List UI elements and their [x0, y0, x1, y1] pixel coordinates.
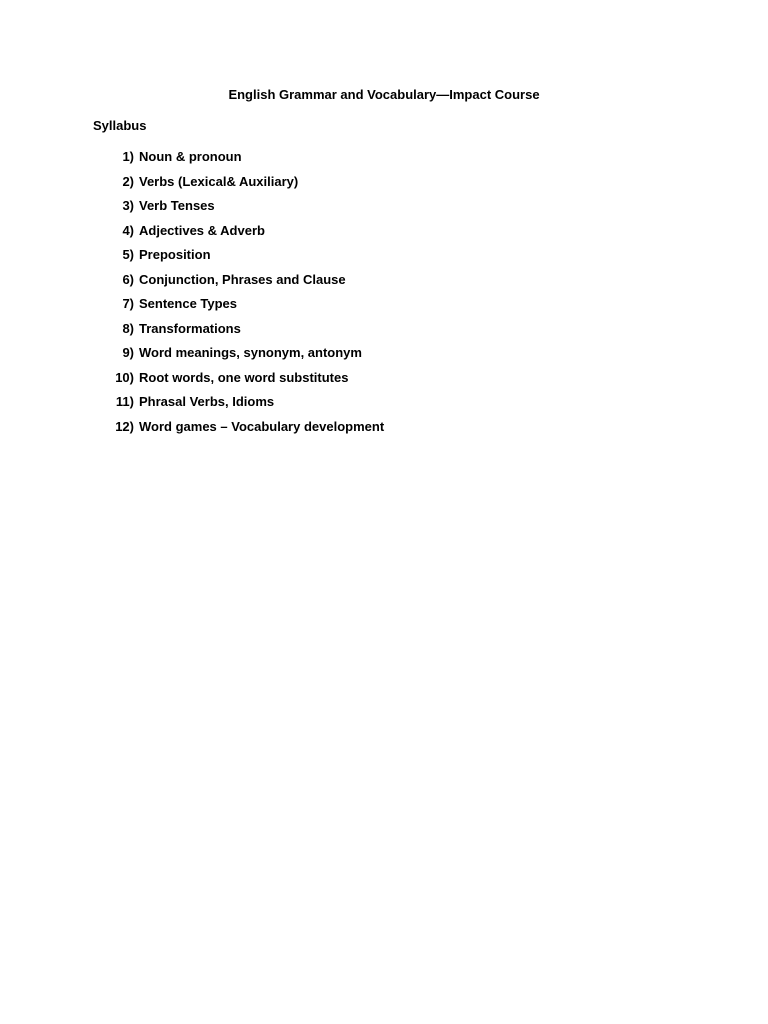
list-item-number: 12) [115, 419, 134, 435]
section-heading: Syllabus [93, 118, 147, 133]
list-item-text: Verb Tenses [139, 198, 215, 214]
list-item-text: Word meanings, synonym, antonym [139, 345, 362, 361]
list-item-text: Noun & pronoun [139, 149, 242, 164]
list-item-text: Root words, one word substitutes [139, 369, 349, 385]
list-item-text: Verbs (Lexical& Auxiliary) [139, 173, 299, 189]
list-item-number: 9) [122, 345, 134, 361]
list-item-text: Word games – Vocabulary development [139, 419, 385, 435]
list-item-text: Preposition [139, 247, 211, 263]
list-item-number: 6) [122, 271, 134, 287]
list-item-number: 2) [122, 173, 134, 189]
list-item-number: 10) [115, 369, 134, 385]
list-item-number: 4) [122, 222, 134, 238]
list-item-number: 3) [122, 198, 134, 214]
list-item-number: 8) [122, 320, 134, 336]
list-item-number: 1) [122, 149, 134, 164]
list-item-text: Transformations [139, 320, 241, 336]
list-item-number: 7) [122, 296, 134, 312]
list-item-text: Sentence Types [139, 296, 238, 312]
list-item-number: 5) [122, 247, 134, 263]
list-item-text: Phrasal Verbs, Idioms [139, 394, 275, 410]
list-item-number: 11) [115, 394, 134, 410]
document-title: English Grammar and Vocabulary—Impact Course [228, 87, 540, 102]
list-item-text: Adjectives & Adverb [139, 222, 265, 238]
list-item-text: Conjunction, Phrases and Clause [139, 271, 346, 287]
